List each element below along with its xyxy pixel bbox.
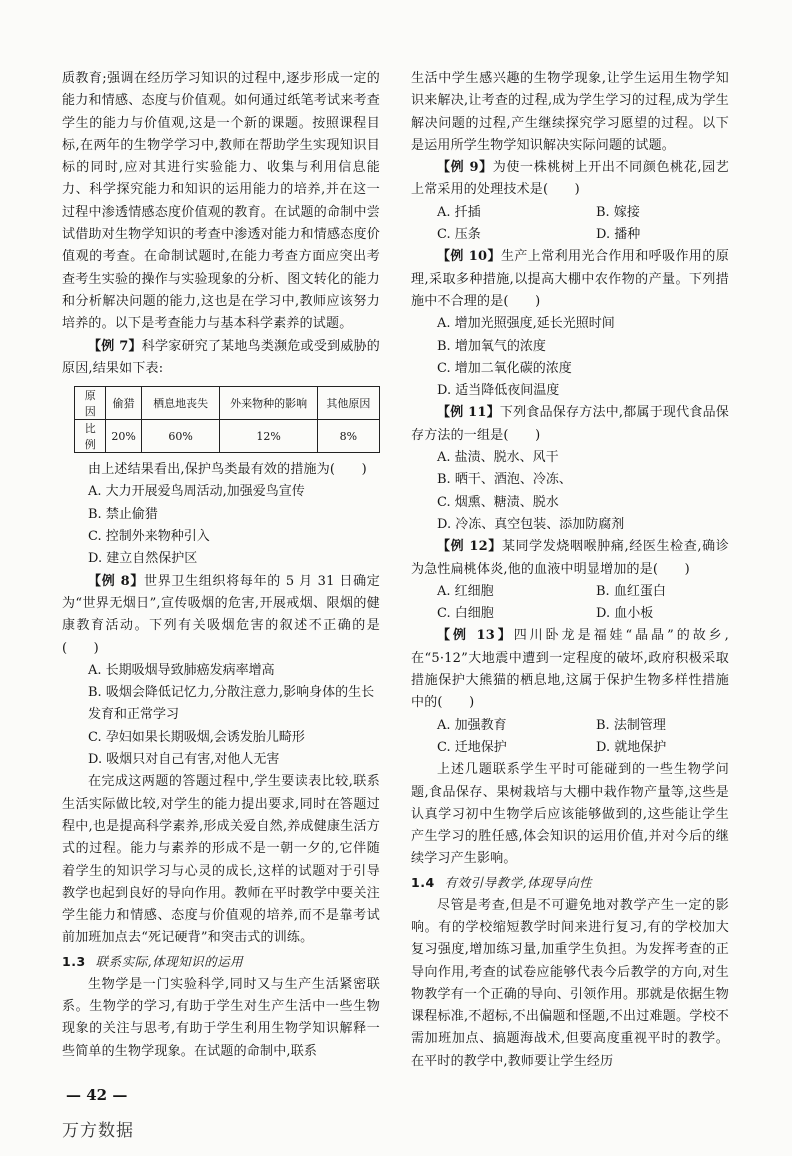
example-13-question — [411, 625, 729, 714]
option-d: D. 冷冻、真空包装、添加防腐剂 — [437, 516, 625, 532]
example-7-label: 【例 7】 — [88, 338, 142, 354]
left-column — [62, 68, 380, 1063]
example-8-question — [62, 571, 380, 660]
option-c: C. 孕妇如果长期吸烟,会诱发胎儿畸形 — [88, 729, 305, 745]
option-b: B. 禁止偷猎 — [88, 506, 158, 522]
option-c: C. 控制外来物种引入 — [88, 529, 210, 545]
table-cell: 原因 — [75, 387, 106, 420]
table-row — [75, 420, 380, 453]
option-b: B. 嫁接 — [596, 204, 640, 220]
example-12-text: 某同学发烧咽喉肿痛,经医生检查,确诊为急性扁桃体炎,他的血液中明显增加的是( ) — [411, 539, 729, 577]
summary-paragraph: 上述几题联系学生平时可能碰到的一些生物学问题,食品保存、果树栽培与大棚中栽作物产量等,这些是认真学习初中生物学后应该能够做到的,这些能让学生产生学习的胜任感,体会知识的运用价值,并对今后的继续学习产生影响。 — [411, 762, 729, 867]
option-c: C. 白细胞 — [437, 606, 494, 622]
example-8-label: 【例 8】 — [88, 573, 145, 589]
option-a: A. 盐渍、脱水、风干 — [437, 450, 559, 466]
bird-threat-table — [74, 386, 380, 453]
example-13-text: 四川卧龙是福娃“晶晶”的故乡,在“5·12”大地震中遭到一定程度的破坏,政府积极采取措施保护大熊猫的栖息地,这属于保护生物多样性措施中的( ) — [411, 628, 729, 711]
table-cell: 外来物种的影响 — [220, 387, 317, 420]
option-b: B. 晒干、酒泡、冷冻、 — [437, 472, 572, 488]
example-10-question — [411, 246, 729, 313]
option-row — [411, 581, 729, 603]
table-cell: 12% — [220, 420, 317, 453]
option-c: C. 烟熏、糖渍、脱水 — [437, 494, 559, 510]
example-9-text: 为使一株桃树上开出不同颜色桃花,园艺上常采用的处理技术是( ) — [411, 160, 729, 198]
option-a: A. 增加光照强度,延长光照时间 — [437, 316, 615, 332]
example-9-question — [411, 157, 729, 202]
option-row — [411, 224, 729, 246]
example-12-label: 【例 12】 — [437, 539, 502, 555]
section-title: 联系实际,体现知识的运用 — [95, 953, 244, 969]
option-d: D. 血小板 — [596, 606, 654, 622]
example-13-label: 【例 13】 — [437, 628, 514, 644]
table-cell: 60% — [141, 420, 220, 453]
option-row — [411, 737, 729, 759]
option-d: D. 播种 — [596, 227, 641, 243]
example-10-label: 【例 10】 — [437, 249, 501, 265]
page-number: — 42 — — [66, 1086, 128, 1104]
right-column — [411, 68, 729, 1073]
option-c: C. 迁地保护 — [437, 739, 507, 755]
option-b: B. 吸烟会降低记忆力,分散注意力,影响身体的生长发育和正常学习 — [88, 685, 375, 723]
option-row — [411, 202, 729, 224]
option-b: B. 增加氧气的浓度 — [437, 338, 546, 354]
table-header-row — [75, 387, 380, 420]
option-d: D. 建立自然保护区 — [88, 551, 198, 567]
option-row — [411, 715, 729, 737]
option-a: A. 大力开展爱鸟周活动,加强爱鸟宣传 — [88, 484, 305, 500]
section-number: 1.4 — [411, 874, 435, 890]
option-a: A. 红细胞 — [437, 583, 494, 599]
section-paragraph: 生物学是一门实验科学,同时又与生产生活紧密联系。生物学的学习,有助于学生对生产生活中一些生物现象的关注与思考,有助于学生利用生物学知识解释一些简单的生物学现象。在试题的命制中,联系 — [62, 976, 380, 1059]
discussion-paragraph: 在完成这两题的答题过程中,学生要读表比较,联系生活实际做比较,对学生的能力提出要求,同时在答题过程中,也是提高科学素养,形成关爱自然,养成健康生活方式的过程。能力与素养的形成不是一朝一夕的,它伴随着学生的知识学习与心灵的成长,这样的试题对于引导教学也起到良好的导向作用。教师在平时教学中要关注学生能力和情感、态度与价值观的培养,而不是靠考试前加班加点去“死记硬背”和突击式的训练。 — [62, 774, 380, 946]
section-title: 有效引导教学,体现导向性 — [444, 874, 593, 890]
example-11-question — [411, 402, 729, 447]
option-b: B. 法制管理 — [596, 717, 666, 733]
option-a: A. 长期吸烟导致肺癌发病率增高 — [88, 662, 275, 678]
section-number: 1.3 — [62, 953, 86, 969]
section-heading — [62, 950, 380, 974]
example-7-text: 科学家研究了某地鸟类濒危或受到威胁的原因,结果如下表: — [62, 338, 380, 376]
example-7-prompt: 由上述结果看出,保护鸟类最有效的措施为( ) — [88, 462, 367, 478]
watermark: 万方数据 — [62, 1121, 134, 1141]
table-cell: 偷猎 — [106, 387, 141, 420]
option-d: D. 适当降低夜间温度 — [437, 383, 560, 399]
option-a: A. 扦插 — [437, 204, 481, 220]
table-cell: 比例 — [75, 420, 106, 453]
example-9-label: 【例 9】 — [437, 160, 493, 176]
table-cell: 栖息地丧失 — [141, 387, 220, 420]
continued-paragraph: 生活中学生感兴趣的生物学现象,让学生运用生物学知识来解决,让考查的过程,成为学生学习的过程,成为学生解决问题的过程,产生继续探究学习愿望的过程。以下是运用所学生物学知识解决实际问题的试题。 — [411, 71, 729, 153]
option-c: C. 增加二氧化碳的浓度 — [437, 360, 572, 376]
example-12-question — [411, 536, 729, 581]
option-c: C. 压条 — [437, 227, 481, 243]
example-10-text: 生产上常利用光合作用和呼吸作用的原理,采取多种措施,以提高大棚中农作物的产量。下列措施中不合理的是( ) — [411, 249, 729, 309]
option-d: D. 吸烟只对自己有害,对他人无害 — [88, 752, 280, 768]
intro-paragraph: 质教育;强调在经历学习知识的过程中,逐步形成一定的能力和情感、态度与价值观。如何通过纸笔考试来考查学生的能力与价值观,这是一个新的课题。按照课程目标,在两年的生物学学习中,教师在帮助学生实现知识目标的同时,应对其进行实验能力、收集与利用信息能力、科学探究能力和知识的运用能力的培养,并在这一过程中渗透情感态度价值观的教育。在试题的命制中尝试借助对生物学知识的考查中渗透对能力和情感态度价值观的考查。在命制试题时,在能力考查方面应突出考查考生实验的操作与实验现象的分析、图文转化的能力和分析解决问题的能力,这也是在学习中,教师应该努力培养的。以下是考查能力与基本科学素养的试题。 — [62, 71, 380, 332]
option-row — [411, 603, 729, 625]
example-11-text: 下列食品保存方法中,都属于现代食品保存方法的一组是( ) — [411, 405, 729, 443]
table-cell: 8% — [317, 420, 379, 453]
option-b: B. 血红蛋白 — [596, 583, 666, 599]
option-d: D. 就地保护 — [596, 739, 667, 755]
table-cell: 其他原因 — [317, 387, 379, 420]
table-cell: 20% — [106, 420, 141, 453]
section-paragraph: 尽管是考查,但是不可避免地对教学产生一定的影响。有的学校缩短教学时间来进行复习,有的学校加大复习强度,增加练习量,加重学生负担。为发挥考查的正导向作用,考查的试卷应能够代表今后教学的方向,对生物教学有一个正确的导向、引领作用。那就是依据生物课程标准,不超标,不出偏题和怪题,不出过难题。学校不需加班加点、搞题海战术,但要高度重视平时的教学。在平时的教学中,教师要让学生经历 — [411, 897, 729, 1069]
option-a: A. 加强教育 — [437, 717, 507, 733]
section-heading — [411, 871, 729, 895]
example-7-question — [62, 336, 380, 381]
example-11-label: 【例 11】 — [437, 405, 500, 421]
example-8-text: 世界卫生组织将每年的 5 月 31 日确定为“世界无烟日”,宣传吸烟的危害,开展戒烟、限烟的健康教育活动。下列有关吸烟危害的叙述不正确的是( ) — [62, 573, 380, 656]
